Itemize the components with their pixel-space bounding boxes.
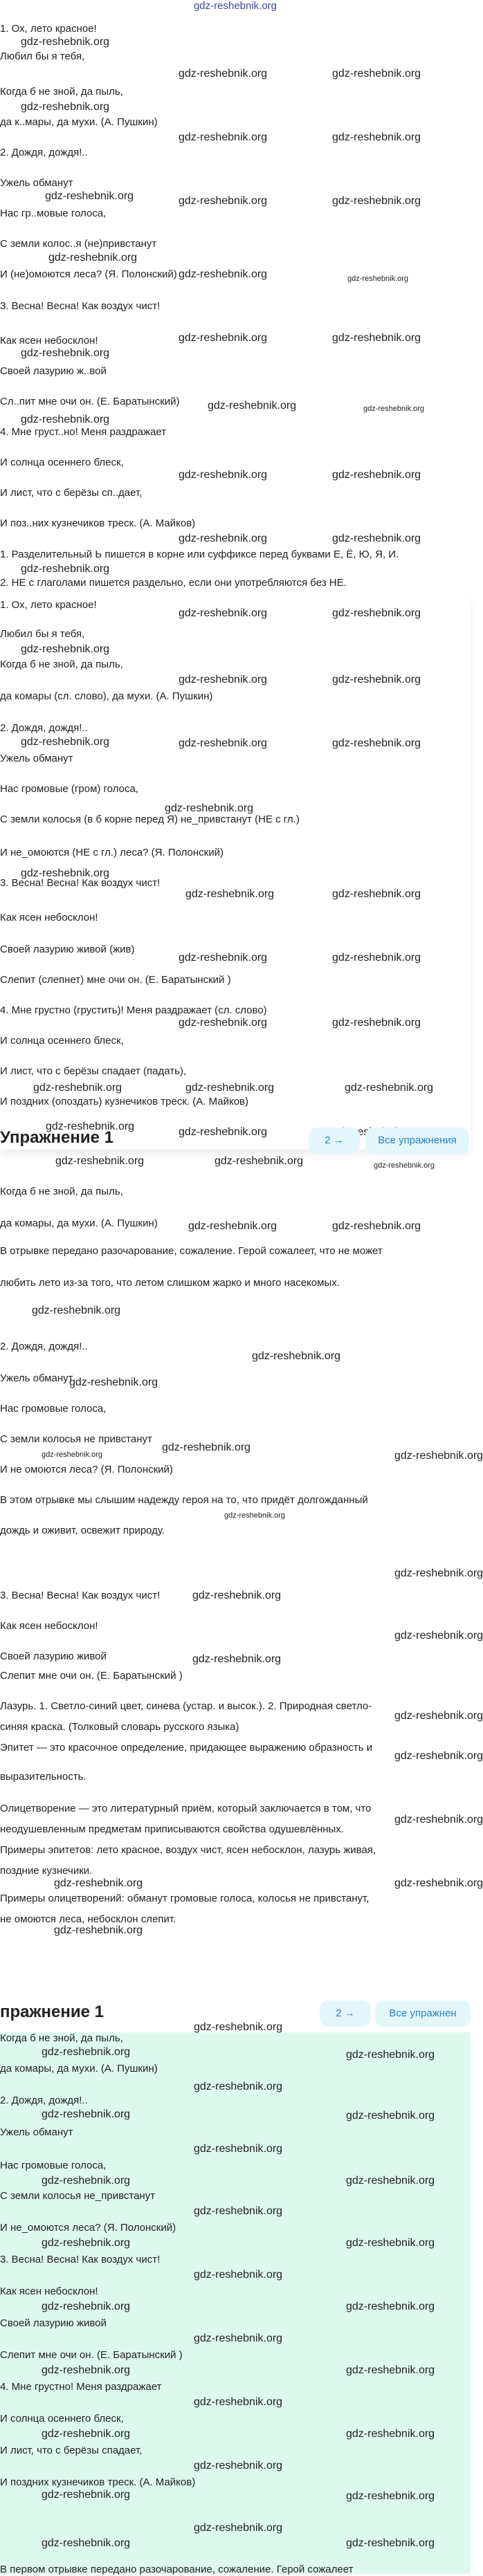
watermark: gdz-reshebnik.org [42, 2428, 131, 2440]
watermark: gdz-reshebnik.org [21, 414, 110, 425]
watermark: gdz-reshebnik.org [42, 2046, 131, 2058]
watermark: gdz-reshebnik.org [192, 1653, 282, 1665]
watermark: gdz-reshebnik.org [185, 1082, 275, 1094]
watermark: gdz-reshebnik.org [179, 68, 268, 80]
watermark: gdz-reshebnik.org [179, 674, 268, 686]
watermark: gdz-reshebnik.org [21, 867, 110, 879]
watermark: gdz-reshebnik.org [345, 1082, 434, 1094]
text-line: 1. Ох, лето красное! [0, 599, 97, 611]
text-line: Когда б не зной, да пыль, [0, 659, 123, 670]
section-analysis [0, 1155, 483, 2003]
text-line: неодушевленным предметам приписываются свойства одушевлённых. [0, 1823, 344, 1835]
watermark: gdz-reshebnik.org [224, 1511, 286, 1520]
section-answer [0, 2021, 471, 2575]
text-line: Когда б не зной, да пыль, [0, 86, 123, 98]
text-line: Ужель обманут [0, 2126, 73, 2138]
watermark: gdz-reshebnik.org [179, 332, 268, 344]
watermark: gdz-reshebnik.org [332, 607, 421, 619]
text-line: И солнца осеннего блеск, [0, 457, 124, 468]
watermark: gdz-reshebnik.org [179, 131, 268, 143]
watermark: gdz-reshebnik.org [194, 2522, 283, 2534]
watermark: gdz-reshebnik.org [42, 2489, 131, 2501]
watermark: gdz-reshebnik.org [21, 643, 110, 655]
watermark: gdz-reshebnik.org [332, 332, 421, 344]
text-line: Ужель обманут [0, 753, 73, 764]
watermark: gdz-reshebnik.org [394, 1567, 483, 1579]
watermark: gdz-reshebnik.org [346, 2237, 435, 2249]
watermark: gdz-reshebnik.org [194, 2269, 283, 2281]
text-line: любить лето из-за того, что летом слишком жарко и много насекомых. [0, 1277, 340, 1289]
next-exercise-button[interactable]: 2 → [309, 1128, 360, 1154]
rule-line: 2. НЕ с глаголами пишется раздельно, если они употребляются без НЕ. [0, 577, 347, 589]
watermark: gdz-reshebnik.org [54, 1924, 143, 1936]
exercise-title: Упражнение 1 [0, 1128, 113, 1147]
text-line: Когда б не зной, да пыль, [0, 2032, 123, 2044]
text-line: И солнца осеннего блеск, [0, 2413, 124, 2425]
watermark: gdz-reshebnik.org [332, 674, 421, 686]
watermark: gdz-reshebnik.org [179, 268, 268, 280]
text-line: С земли колосья (в б корне перед Я) не_привстанут (НЕ с гл.) [0, 813, 300, 825]
watermark: gdz-reshebnik.org [21, 563, 110, 575]
text-line: поздние кузнечики. [0, 1865, 93, 1877]
text-line: Нас громовые голоса, [0, 2160, 107, 2171]
watermark: gdz-reshebnik.org [194, 2143, 283, 2155]
watermark: gdz-reshebnik.org [332, 737, 421, 749]
watermark: gdz-reshebnik.org [394, 1877, 483, 1889]
watermark: gdz-reshebnik.org [42, 2364, 131, 2376]
watermark: gdz-reshebnik.org [188, 1220, 277, 1232]
watermark: gdz-reshebnik.org [179, 469, 268, 481]
text-line: И лист, что с берёзы спадает, [0, 2445, 143, 2456]
rule-line: 1. Разделительный Ь пишется в корне или суффиксе перед буквами Е, Ё, Ю, Я, И. [0, 549, 399, 560]
watermark: gdz-reshebnik.org [42, 2301, 131, 2312]
text-line: 1. Ох, лето красное! [0, 23, 97, 35]
text-line: С земли колос..я (не)привстанут [0, 238, 157, 250]
text-line: И поз..них кузнечиков треск. (А. Майков) [0, 517, 196, 529]
text-line: Слепит мне очи он. (Е. Баратынский ) [0, 1670, 183, 1682]
watermark: gdz-reshebnik.org [165, 802, 254, 814]
watermark: gdz-reshebnik.org [332, 888, 421, 900]
watermark: gdz-reshebnik.org [346, 2428, 435, 2440]
text-line: 2. Дождя, дождя!.. [0, 722, 88, 734]
exercise-header [0, 1122, 471, 1158]
all-exercises-button[interactable]: Все упражнен [375, 2000, 471, 2027]
watermark: gdz-reshebnik.org [374, 1161, 435, 1170]
watermark: gdz-reshebnik.org [179, 737, 268, 749]
text-line: Лазурь. 1. Светло-синий цвет, синева (устар. и высок.). 2. Природная светло- [0, 1700, 372, 1712]
text-line: Ужель обманут [0, 177, 73, 189]
text-line: Нас громовые (гром) голоса, [0, 783, 138, 795]
watermark: gdz-reshebnik.org [346, 2490, 435, 2502]
text-line: Слепит (слепнет) мне очи он. (Е. Баратынский ) [0, 974, 231, 986]
watermark: gdz-reshebnik.org [346, 2537, 435, 2549]
watermark: gdz-reshebnik.org [21, 736, 110, 748]
watermark: gdz-reshebnik.org [332, 469, 421, 481]
watermark: gdz-reshebnik.org [363, 405, 425, 413]
watermark: gdz-reshebnik.org [179, 533, 268, 544]
text-line: дождь и оживит, освежит природу. [0, 1525, 165, 1536]
watermark: gdz-reshebnik.org [332, 195, 421, 207]
watermark: gdz-reshebnik.org [46, 1121, 135, 1132]
text-line: Примеры эпитетов: лето красное, воздух чист, ясен небосклон, лазурь живая, [0, 1844, 376, 1856]
watermark: gdz-reshebnik.org [346, 2175, 435, 2187]
text-line: И солнца осеннего блеск, [0, 1035, 124, 1047]
exercise-title: пражнение 1 [0, 2003, 104, 2021]
watermark: gdz-reshebnik.org [179, 607, 268, 619]
text-line: Как ясен небосклон! [0, 335, 98, 347]
text-line: И поздних кузнечиков треск. (А. Майков) [0, 2476, 196, 2488]
text-line: синяя краска. (Толковый словарь русского языка) [0, 1721, 239, 1733]
text-line: В отрывке передано разочарование, сожаление. Герой сожалеет, что не может [0, 1245, 383, 1257]
text-line: И (не)омоются леса? (Я. Полонский) [0, 268, 177, 280]
text-line: И не омоются леса? (Я. Полонский) [0, 1464, 173, 1475]
text-line: выразительность. [0, 1771, 86, 1783]
text-line: Эпитет — это красочное определение, придающее выражению образность и [0, 1742, 373, 1754]
text-line: И лист, что с берёзы сп..дает, [0, 487, 143, 499]
text-line: не омоются леса, небосклон слепит. [0, 1913, 176, 1925]
watermark: gdz-reshebnik.org [332, 533, 421, 544]
text-line: С земли колосья не привстанут [0, 1433, 152, 1445]
watermark: gdz-reshebnik.org [42, 2237, 131, 2249]
text-line: 2. Дождя, дождя!.. [0, 147, 88, 158]
watermark: gdz-reshebnik.org [33, 1082, 122, 1094]
watermark: gdz-reshebnik.org [394, 1630, 483, 1641]
watermark: gdz-reshebnik.org [179, 195, 268, 207]
text-line: Когда б не зной, да пыль, [0, 1186, 123, 1197]
watermark: gdz-reshebnik.org [194, 2460, 283, 2472]
watermark: gdz-reshebnik.org [32, 1305, 121, 1316]
text-line: И лист, что с берёзы спадает (падать), [0, 1065, 187, 1077]
text-line: С земли колосья не_привстанут [0, 2190, 156, 2202]
section-task [0, 19, 471, 595]
text-line: 2. Дождя, дождя!.. [0, 2095, 88, 2106]
site-url[interactable]: gdz-reshebnik.org [193, 0, 277, 12]
section-answer-marked [0, 595, 471, 1150]
watermark: gdz-reshebnik.org [42, 2175, 131, 2187]
watermark: gdz-reshebnik.org [42, 2108, 131, 2120]
watermark: gdz-reshebnik.org [21, 36, 110, 48]
text-line: Как ясен небосклон! [0, 912, 98, 923]
text-line: Любил бы я тебя, [0, 628, 85, 640]
watermark: gdz-reshebnik.org [347, 275, 409, 283]
watermark: gdz-reshebnik.org [42, 2537, 131, 2549]
text-line: да комары, да мухи. (А. Пушкин) [0, 1217, 158, 1229]
watermark: gdz-reshebnik.org [54, 1877, 143, 1889]
watermark: gdz-reshebnik.org [394, 1450, 483, 1462]
watermark: gdz-reshebnik.org [215, 1155, 304, 1167]
watermark: gdz-reshebnik.org [346, 2301, 435, 2312]
watermark: gdz-reshebnik.org [194, 2081, 283, 2092]
watermark: gdz-reshebnik.org [394, 1710, 483, 1722]
text-line: Своей лазурию живой [0, 2317, 107, 2329]
text-line: 3. Весна! Весна! Как воздух чист! [0, 2254, 161, 2265]
watermark: gdz-reshebnik.org [394, 1814, 483, 1825]
next-exercise-button[interactable]: 2 → [320, 2000, 371, 2027]
watermark: gdz-reshebnik.org [332, 1017, 421, 1029]
text-line: Нас громовые голоса, [0, 1403, 107, 1415]
watermark: gdz-reshebnik.org [69, 1377, 158, 1388]
watermark: gdz-reshebnik.org [179, 1017, 268, 1029]
watermark: gdz-reshebnik.org [179, 952, 268, 964]
text-line: Сл..пит мне очи он. (Е. Баратынский) [0, 396, 180, 407]
text-line: Любил бы я тебя, [0, 50, 85, 62]
watermark: gdz-reshebnik.org [332, 952, 421, 964]
text-line: 4. Мне грустно! Меня раздражает [0, 2381, 162, 2393]
watermark: gdz-reshebnik.org [194, 2333, 283, 2344]
all-exercises-button[interactable]: Все упражнения [365, 1128, 469, 1154]
text-line: Слепит мне очи он. (Е. Баратынский ) [0, 2349, 183, 2361]
text-line: Олицетворение — это литературный приём, который заключается в том, что [0, 1803, 372, 1814]
text-line: В первом отрывке передано разочарование, сожаление. Герой сожалеет [0, 2564, 354, 2575]
text-line: Как ясен небосклон! [0, 1620, 98, 1632]
text-line: 3. Весна! Весна! Как воздух чист! [0, 1590, 161, 1601]
watermark: gdz-reshebnik.org [346, 2049, 435, 2061]
watermark: gdz-reshebnik.org [394, 1750, 483, 1762]
watermark: gdz-reshebnik.org [208, 400, 297, 412]
text-line: Нас гр..мовые голоса, [0, 208, 107, 219]
text-line: 2. Дождя, дождя!.. [0, 1341, 88, 1352]
watermark: gdz-reshebnik.org [179, 1126, 268, 1138]
watermark: gdz-reshebnik.org [194, 2205, 283, 2217]
text-line: Примеры олицетворений: обманут громовые голоса, колосья не привстанут, [0, 1893, 370, 1904]
watermark: gdz-reshebnik.org [194, 2021, 283, 2033]
text-line: 4. Мне грустно (грустить)! Меня раздражает (сл. слово) [0, 1004, 267, 1016]
text-line: 3. Весна! Весна! Как воздух чист! [0, 300, 161, 312]
watermark: gdz-reshebnik.org [332, 1220, 421, 1232]
watermark: gdz-reshebnik.org [332, 68, 421, 80]
text-line: да комары, да мухи. (А. Пушкин) [0, 2063, 158, 2074]
text-line: Ужель обманут [0, 1372, 73, 1384]
watermark: gdz-reshebnik.org [48, 252, 138, 264]
watermark: gdz-reshebnik.org [21, 101, 110, 113]
text-line: Как ясен небосклон! [0, 2285, 98, 2297]
watermark: gdz-reshebnik.org [185, 888, 275, 900]
text-line: 4. Мне груст..но! Меня раздражает [0, 426, 167, 438]
text-line: да комары (сл. слово), да мухи. (А. Пушкин) [0, 690, 213, 702]
watermark: gdz-reshebnik.org [346, 2110, 435, 2122]
watermark: gdz-reshebnik.org [332, 131, 421, 143]
watermark: gdz-reshebnik.org [45, 190, 134, 202]
text-line: И не_омоются леса? (Я. Полонский) [0, 2222, 176, 2234]
text-line: В этом отрывке мы слышим надежду героя на то, что придёт долгожданный [0, 1494, 368, 1506]
watermark: gdz-reshebnik.org [162, 1442, 251, 1453]
watermark: gdz-reshebnik.org [194, 2396, 283, 2408]
text-line: Своей лазурию ж..вой [0, 365, 107, 377]
text-line: Своей лазурию живой [0, 1650, 107, 1662]
watermark: gdz-reshebnik.org [42, 1451, 103, 1459]
watermark: gdz-reshebnik.org [252, 1350, 341, 1362]
text-line: И поздних (опоздать) кузнечиков треск. (А. Майков) [0, 1096, 249, 1107]
text-line: Своей лазурию живой (жив) [0, 944, 135, 955]
text-line: И не_омоются (НЕ с гл.) леса? (Я. Полонский) [0, 847, 224, 858]
watermark: gdz-reshebnik.org [192, 1590, 282, 1601]
watermark: gdz-reshebnik.org [346, 2364, 435, 2376]
watermark: gdz-reshebnik.org [21, 347, 110, 359]
text-line: да к..мары, да мухи. (А. Пушкин) [0, 116, 158, 128]
text-line: 3. Весна! Весна! Как воздух чист! [0, 877, 161, 889]
watermark: gdz-reshebnik.org [55, 1155, 145, 1167]
